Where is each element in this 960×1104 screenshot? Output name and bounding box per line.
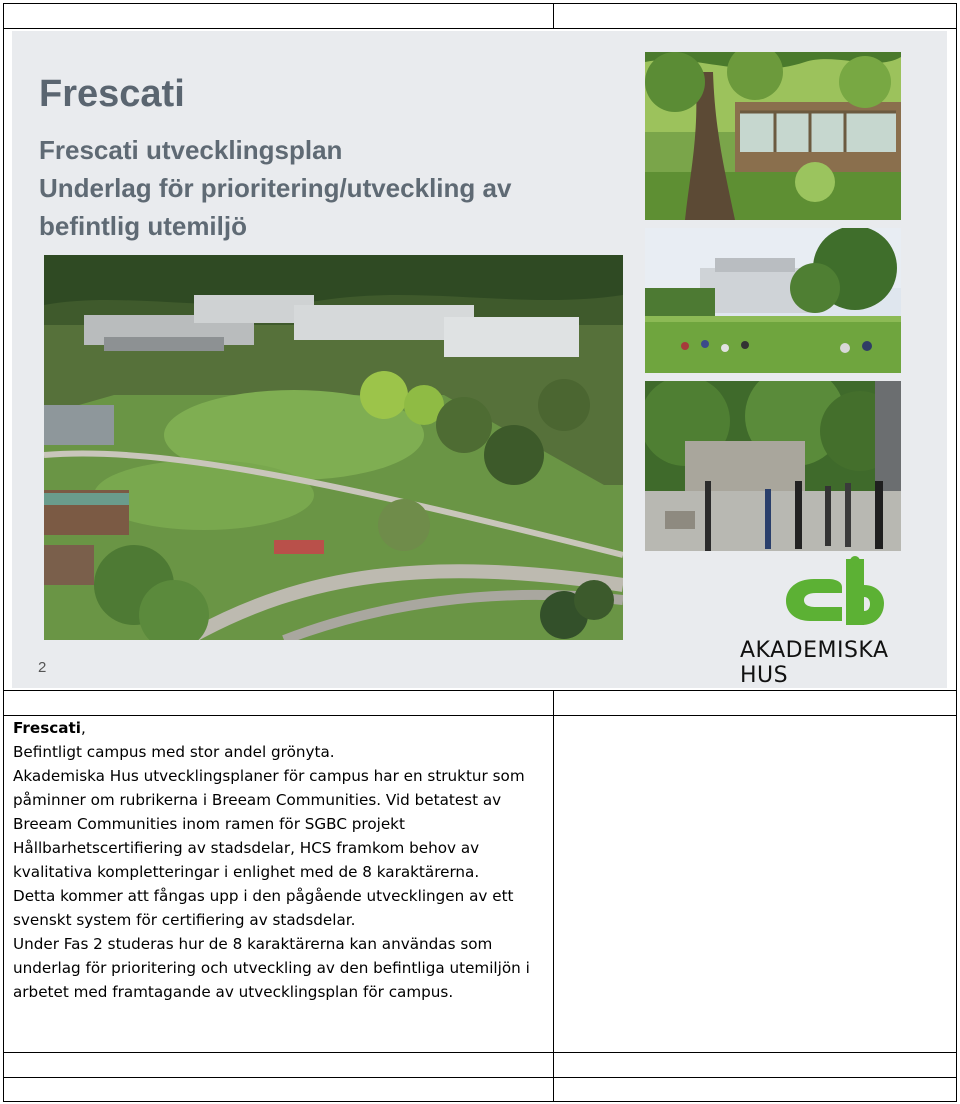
slide-subtitle <box>39 131 619 245</box>
notes-heading-line <box>13 716 548 740</box>
notes-paragraph: Befintligt campus med stor andel grönyta. <box>13 743 335 761</box>
akademiska-hus-logo-icon <box>780 555 890 633</box>
notes-heading: Frescati <box>13 719 81 737</box>
table-divider-top-row <box>553 3 554 29</box>
notes-paragraph: Detta kommer att fångas upp i den pågående utvecklingen av ett svenskt system för certifiering av stadsdelar. <box>13 887 514 929</box>
students-courtyard-photo <box>645 381 901 551</box>
slide-number: 2 <box>38 659 47 676</box>
oak-tree-building-photo <box>645 52 901 220</box>
slide-title: Frescati <box>39 73 185 115</box>
table-divider-lower-rows <box>553 690 554 1102</box>
akademiska-hus-logo-text: AKADEMISKA HUS <box>740 638 889 688</box>
table-border-slide-bottom <box>3 690 957 691</box>
table-border-right <box>956 3 957 1102</box>
notes-heading-suffix: , <box>80 719 86 737</box>
notes-paragraph: Akademiska Hus utvecklingsplaner för campus har en struktur som påminner om rubrikerna i Breeam Communities. Vid betatest av Breeam Communities inom ramen för SGBC projekt Hållbarhetscertifiering av stadsdelar, HCS framkom behov av kvalitativa kompletteringar i enlighet med de 8 karaktärerna. <box>13 767 525 881</box>
slide-subtitle-line: Underlag för prioritering/utveckling av <box>39 173 512 203</box>
table-border-header <box>3 28 957 29</box>
slide-subtitle-line: Frescati utvecklingsplan <box>39 135 343 165</box>
students-lawn-photo <box>645 228 901 373</box>
notes-paragraph: Under Fas 2 studeras hur de 8 karaktärerna kan användas som underlag för prioritering och utveckling av den befintliga utemiljön i arbetet med framtagande av utvecklingsplan för campus. <box>13 935 530 1001</box>
akademiska-hus-logo <box>732 555 922 688</box>
slide-thumbnail <box>12 31 947 688</box>
campus-aerial-photo <box>44 255 623 640</box>
table-border-left <box>3 3 4 1102</box>
slide-subtitle-line: befintlig utemiljö <box>39 211 247 241</box>
table-border-footer <box>3 1077 957 1078</box>
table-border-bottom <box>3 1101 957 1102</box>
speaker-notes <box>13 716 548 1004</box>
table-border-notes-bottom <box>3 1052 957 1053</box>
table-border-top <box>3 3 957 4</box>
